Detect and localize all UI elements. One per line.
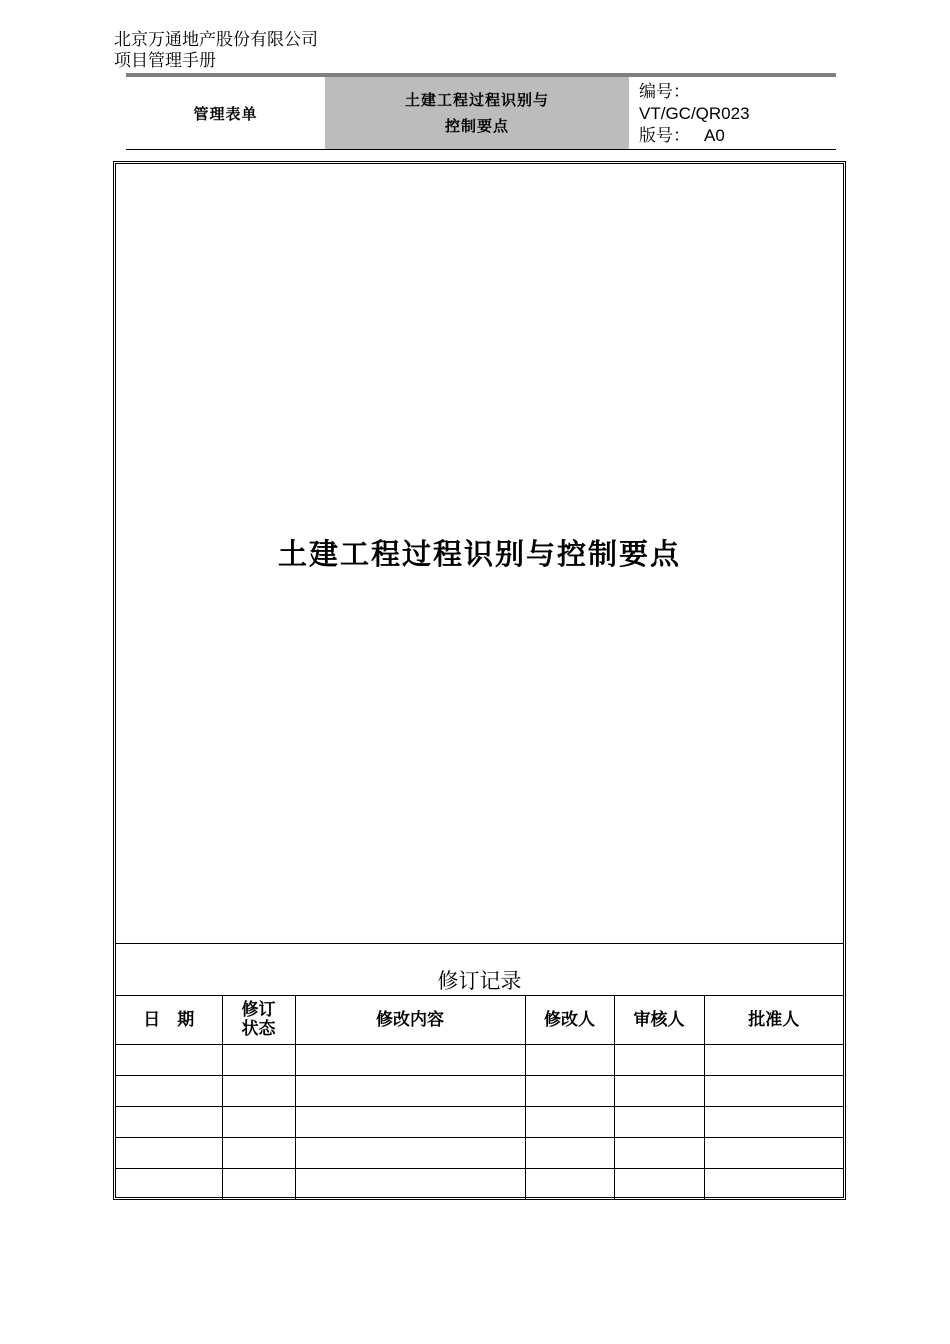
table-row (116, 1138, 843, 1169)
table-cell (116, 1045, 222, 1076)
version-line (639, 125, 836, 147)
table-cell (614, 1169, 704, 1200)
table-cell (525, 1045, 614, 1076)
document-code-cell (639, 81, 836, 147)
col-revision-status-line1: 修订 (241, 1000, 276, 1020)
table-cell (295, 1169, 525, 1200)
table-cell (295, 1107, 525, 1138)
table-cell (704, 1169, 843, 1200)
document-title-cell (325, 77, 629, 149)
table-cell (222, 1138, 295, 1169)
document-title-line1: 土建工程过程识别与 (404, 91, 549, 109)
table-cell (525, 1138, 614, 1169)
code-label: 编号： (639, 82, 690, 101)
table-cell (525, 1169, 614, 1200)
company-name: 北京万通地产股份有限公司 (114, 30, 318, 50)
col-date: 日 期 (116, 996, 222, 1045)
revision-record-title: 修订记录 (437, 969, 522, 993)
revision-table (116, 995, 843, 1199)
table-cell (704, 1045, 843, 1076)
code-value: VT/GC/QR023 (639, 104, 750, 123)
document-header (126, 73, 836, 150)
table-row (116, 1169, 843, 1200)
main-title: 土建工程过程识别与控制要点 (277, 537, 681, 571)
table-cell (704, 1138, 843, 1169)
col-reviewer: 审核人 (614, 996, 704, 1045)
table-cell (222, 1107, 295, 1138)
table-row (116, 1076, 843, 1107)
cover-frame (113, 161, 846, 1200)
table-cell (222, 1169, 295, 1200)
manual-name: 项目管理手册 (114, 51, 216, 71)
table-row (116, 1107, 843, 1138)
table-cell (295, 1076, 525, 1107)
table-cell (116, 1169, 222, 1200)
version-value: A0 (704, 126, 725, 145)
table-cell (222, 1045, 295, 1076)
company-header (114, 30, 318, 72)
table-cell (295, 1045, 525, 1076)
form-type-label: 管理表单 (193, 104, 258, 123)
revision-table-header (116, 996, 843, 1045)
version-label: 版号： (639, 126, 690, 145)
table-cell (614, 1107, 704, 1138)
table-cell (614, 1045, 704, 1076)
table-cell (614, 1138, 704, 1169)
col-modifier: 修改人 (525, 996, 614, 1045)
table-cell (116, 1076, 222, 1107)
revision-record-section (116, 943, 843, 1199)
col-revision-status (222, 996, 295, 1045)
table-cell (116, 1138, 222, 1169)
table-cell (222, 1076, 295, 1107)
table-cell (525, 1076, 614, 1107)
table-cell (525, 1107, 614, 1138)
table-cell (614, 1076, 704, 1107)
col-revision-status-line2: 状态 (241, 1019, 276, 1039)
table-cell (704, 1076, 843, 1107)
table-row (116, 1045, 843, 1076)
table-cell (295, 1138, 525, 1169)
table-cell (116, 1107, 222, 1138)
col-change-content: 修改内容 (295, 996, 525, 1045)
col-approver: 批准人 (704, 996, 843, 1045)
table-cell (704, 1107, 843, 1138)
document-title-line2: 控制要点 (444, 117, 509, 135)
